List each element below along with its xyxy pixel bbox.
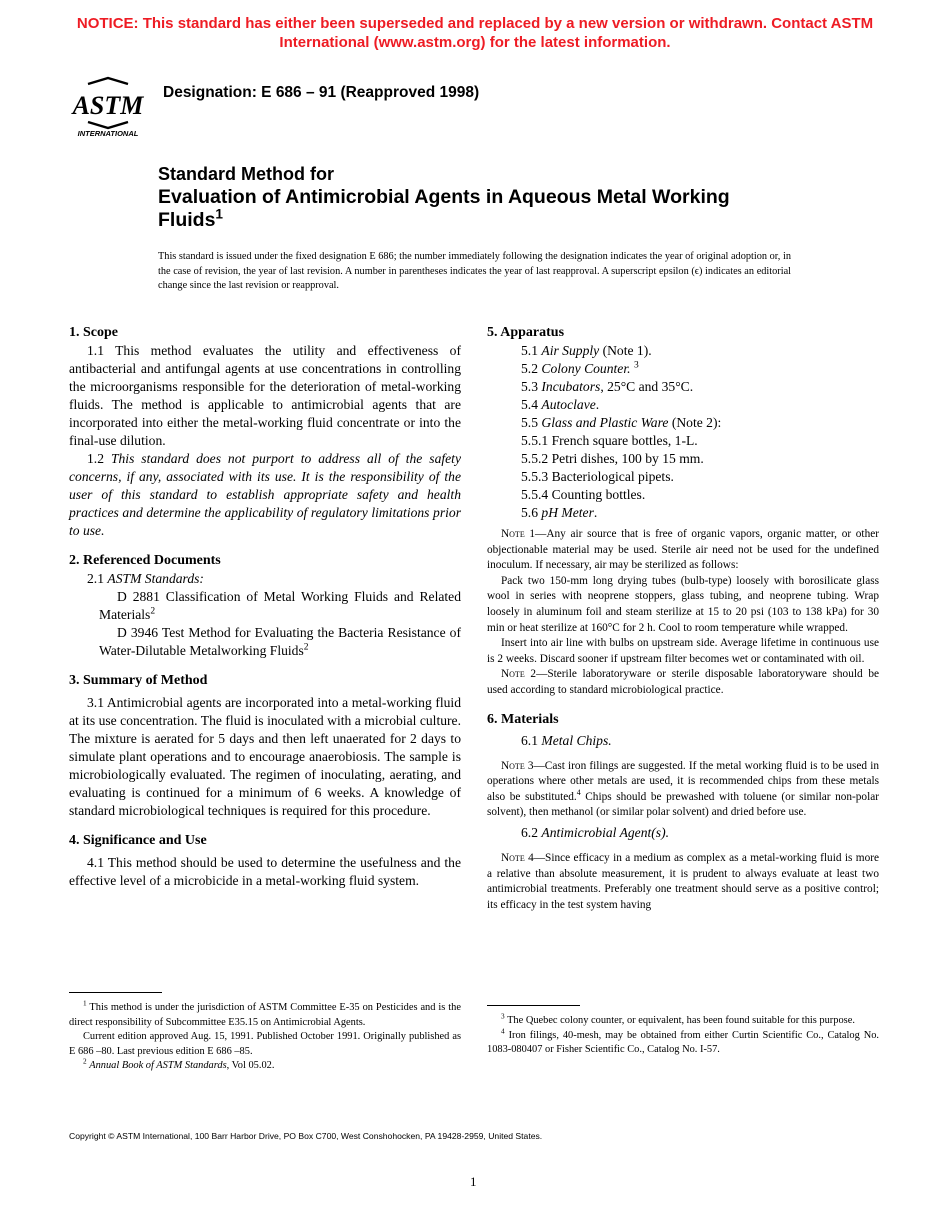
page-number: 1 [470, 1174, 477, 1189]
apparatus-item: 5.2 Colony Counter. $^3$ [521, 360, 639, 376]
footnote-rule-right [487, 1005, 580, 1006]
scope-paragraph-2: 1.2 This standard does not purport to address all of the safety concerns, if any, associated with its use. It is the responsibility of the user of this standard to establish appropriate safety and health practices and determine the applicability of regulatory limitations prior to use. [69, 451, 461, 538]
title-line-1: Standard Method for [158, 164, 334, 184]
footnotes-left [69, 1001, 461, 1074]
apparatus-item: 5.5.3 Bacteriological pipets. [521, 469, 674, 484]
reference-d2881: D 2881 Classification of Metal Working Fluids and Related Materials$^2$ [99, 589, 461, 622]
note-1: Note 1—Any air source that is free of organic vapors, organic matter, or other objectionable material may be used. Sterile air need not be used for the undefined inoculum. If necessary, air may be sterilized as follows: [487, 528, 879, 572]
apparatus-item: 5.5 Glass and Plastic Ware (Note 2): [521, 415, 722, 430]
reference-d3946: D 3946 Test Method for Evaluating the Bacteria Resistance of Water-Dilutable Metalworking Fluids$^2$ [99, 625, 461, 658]
copyright-line: Copyright © ASTM International, 100 Barr Harbor Drive, PO Box C700, West Conshohocken, PA 19428-2959, United States. [69, 1131, 543, 1141]
footnote-rule-left [69, 992, 162, 993]
summary-paragraph: 3.1 Antimicrobial agents are incorporated into a metal-working fluid at its use concentration. The fluid is inoculated with a microbial culture. The mixture is aerated for 5 days and then left unaerated for 2 days to simulate plant operations and to encourage anaerobiosis. The sample is microbiologically evaluated. The regimen of inoculating, aerating, and evaluating is continued for a minimum of 6 weeks. A knowledge of standard microbiological techniques is required for this procedure. [69, 695, 461, 818]
footnotes-right [487, 1014, 879, 1058]
title-footnote-mark: 1 [215, 206, 224, 222]
notes-1-2 [487, 527, 879, 699]
section-heading-significance: 4. Significance and Use [69, 833, 207, 848]
note-4: Note 4—Since efficacy in a medium as complex as a metal-working fluid is more a relative than absolute measurement, it is prudent to always evaluate at least two antimicrobial treatments. Preferably one treatment should serve as a positive control; its efficacy in the test system having [487, 851, 879, 911]
note-3: Note 3—Cast iron filings are suggested. If the metal working fluid is to be used in operations where other metals are used, it is recommended chips from these metals also be substituted.$^4$ Chips should be prewashed with toluene (or similar non-polar solvent), then methanol (or similar polar solvent) and dried before use. [487, 759, 879, 819]
materials-metal-chips: 6.1 Metal Chips. [521, 732, 612, 748]
left-column [69, 324, 461, 890]
refs-subheading: 2.1 ASTM Standards: [87, 571, 204, 586]
section-heading-apparatus: 5. Apparatus [487, 325, 565, 340]
logo-caption: INTERNATIONAL [77, 129, 139, 138]
apparatus-item: 5.6 pH Meter. [521, 505, 598, 520]
note-1-c: Insert into air line with bulbs on upstream side. Average lifetime in continuous use is 2 weeks. Discard sooner if upstream filter becomes wet or contaminated with oil. [487, 637, 879, 665]
footnote-3: $^3$ The Quebec colony counter, or equivalent, has been found suitable for this purpose. [501, 1012, 855, 1026]
section-heading-summary: 3. Summary of Method [69, 673, 208, 688]
footnote-1: $^1$ This method is under the jurisdiction of ASTM Committee E-35 on Pesticides and is the direct responsibility of Subcommittee E35.15 on Antimicrobial Agents. [69, 999, 461, 1028]
scope-paragraph-1: 1.1 This method evaluates the utility and effectiveness of antibacterial and antifungal agents at use concentrations in controlling the microorganisms responsible for the deterioration of metal-working fluids. The method is applicable to antimicrobial agents that are incorporated into either the metal-working fluid concentrate or into the final-use dilution. [69, 343, 461, 448]
svg-text:ASTM: ASTM [72, 91, 144, 120]
issue-statement: This standard is issued under the fixed designation E 686; the number immediately following the designation indicates the year of original adoption or, in the case of revision, the year of last revision. A number in parentheses indicates the year of last reapproval. A superscript epsilon (ϵ) indicates an editorial change since the last revision or reapproval. [158, 251, 791, 291]
note-2: Note 2—Sterile laboratoryware or sterile disposable laboratoryware should be used according to standard microbiological practice. [487, 668, 879, 696]
note-1-b: Pack two 150-mm long drying tubes (bulb-type) loosely with borosilicate glass wool in series with neoprene stoppers, glass tubing, and neoprene tubing. Wrap loosely in aluminum foil and steam sterilize at 15 to 20 psi (103 to 138 kPa) for 30 min or heat sterilize at 160°C for 2 h. Cool to room temperature while wrapped. [487, 574, 879, 634]
footnote-4: $^4$ Iron filings, 40-mesh, may be obtained from either Curtin Scientific Co., Catalog No. 1083-080407 or Fisher Scientific Co., Catalog No. I-57. [487, 1027, 879, 1055]
right-column [487, 324, 879, 913]
significance-paragraph: 4.1 This method should be used to determine the usefulness and the effective level of a microbicide in a metal-working fluid system. [69, 855, 461, 888]
designation: Designation: E 686 – 91 (Reapproved 1998) [163, 84, 480, 101]
materials-antimicrobial-agents: 6.2 Antimicrobial Agent(s). [521, 824, 670, 840]
apparatus-item: 5.4 Autoclave. [521, 397, 600, 412]
title-line-2: Evaluation of Antimicrobial Agents in Aqueous Metal Working Fluids [158, 186, 730, 231]
document-title [158, 163, 798, 232]
section-heading-referenced-documents: 2. Referenced Documents [69, 553, 221, 568]
apparatus-item: 5.3 Incubators, 25°C and 35°C. [521, 379, 694, 394]
apparatus-item: 5.5.1 French square bottles, 1-L. [521, 433, 698, 448]
apparatus-item: 5.5.4 Counting bottles. [521, 487, 646, 502]
apparatus-item: 5.5.2 Petri dishes, 100 by 15 mm. [521, 451, 704, 466]
footnote-1-cont: Current edition approved Aug. 15, 1991. Published October 1991. Originally published as E 686 –80. Last previous edition E 686 –85. [69, 1031, 461, 1057]
astm-logo [66, 76, 150, 138]
section-heading-materials: 6. Materials [487, 711, 559, 727]
section-heading-scope: 1. Scope [69, 325, 118, 340]
apparatus-item: 5.1 Air Supply (Note 1). [521, 343, 652, 358]
apparatus-list [487, 342, 879, 522]
notice-banner: NOTICE: This standard has either been superseded and replaced by a new version or withdrawn. Contact ASTM International (www.astm.org) for the latest information. [76, 15, 874, 51]
footnote-2: $^2$ Annual Book of ASTM Standards, Vol 05.02. [83, 1057, 275, 1071]
